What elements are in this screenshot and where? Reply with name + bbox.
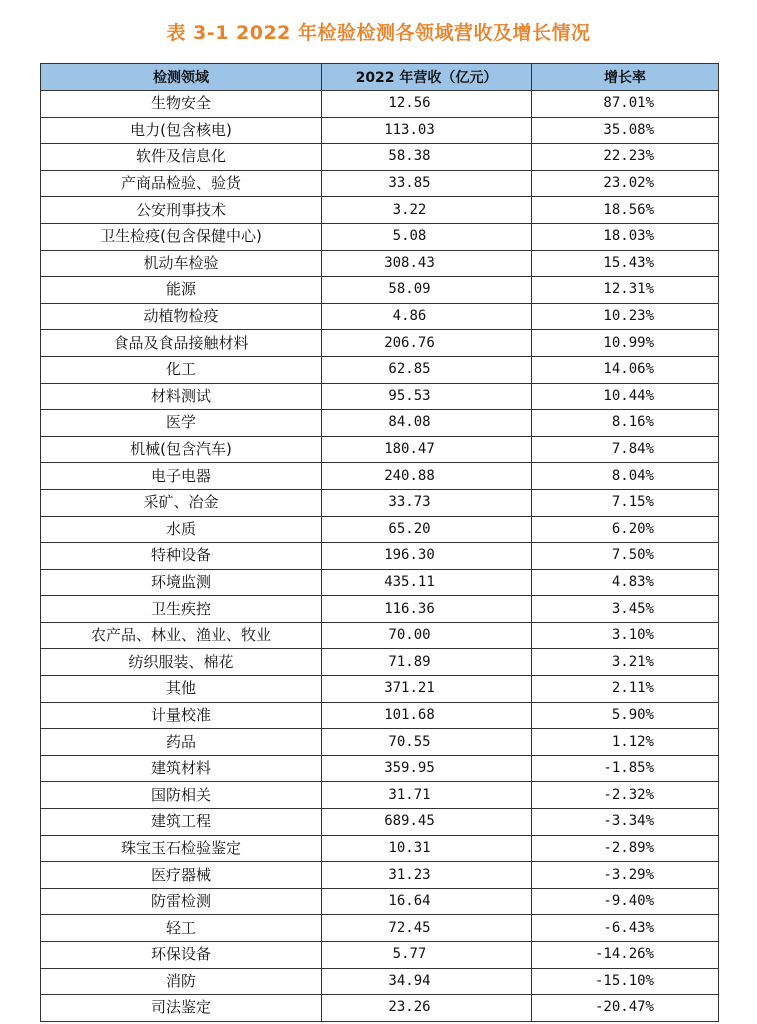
- cell-field: 采矿、冶金: [41, 489, 322, 516]
- cell-revenue: 70.55: [322, 729, 532, 756]
- table-row: [41, 835, 719, 862]
- cell-field: 软件及信息化: [41, 144, 322, 171]
- cell-revenue: 58.09: [322, 277, 532, 304]
- cell-growth: 8.16%: [532, 410, 719, 437]
- table-row: [41, 197, 719, 224]
- table-row: [41, 463, 719, 490]
- cell-field: 材料测试: [41, 383, 322, 410]
- cell-growth: 8.04%: [532, 463, 719, 490]
- cell-growth: 18.03%: [532, 223, 719, 250]
- cell-growth: -3.29%: [532, 862, 719, 889]
- cell-growth: 7.84%: [532, 436, 719, 463]
- table-row: [41, 995, 719, 1022]
- cell-revenue: 5.08: [322, 223, 532, 250]
- cell-revenue: 116.36: [322, 596, 532, 623]
- cell-field: 建筑材料: [41, 755, 322, 782]
- cell-revenue: 359.95: [322, 755, 532, 782]
- cell-revenue: 33.85: [322, 170, 532, 197]
- table-row: [41, 489, 719, 516]
- table-row: [41, 622, 719, 649]
- cell-field: 环保设备: [41, 942, 322, 969]
- header-field: 检测领域: [41, 64, 322, 91]
- cell-revenue: 206.76: [322, 330, 532, 357]
- cell-field: 防雷检测: [41, 888, 322, 915]
- table-row: [41, 516, 719, 543]
- cell-revenue: 16.64: [322, 888, 532, 915]
- cell-revenue: 12.56: [322, 91, 532, 118]
- table-row: [41, 729, 719, 756]
- table-row: [41, 543, 719, 570]
- cell-field: 农产品、林业、渔业、牧业: [41, 622, 322, 649]
- table-row: [41, 250, 719, 277]
- cell-revenue: 4.86: [322, 303, 532, 330]
- cell-field: 生物安全: [41, 91, 322, 118]
- cell-growth: -2.89%: [532, 835, 719, 862]
- cell-growth: -15.10%: [532, 968, 719, 995]
- cell-growth: 7.50%: [532, 543, 719, 570]
- cell-field: 医疗器械: [41, 862, 322, 889]
- cell-revenue: 84.08: [322, 410, 532, 437]
- table-row: [41, 383, 719, 410]
- cell-field: 电子电器: [41, 463, 322, 490]
- table-row: [41, 170, 719, 197]
- cell-growth: -1.85%: [532, 755, 719, 782]
- cell-revenue: 689.45: [322, 809, 532, 836]
- cell-revenue: 308.43: [322, 250, 532, 277]
- table-row: [41, 942, 719, 969]
- cell-revenue: 435.11: [322, 569, 532, 596]
- cell-field: 轻工: [41, 915, 322, 942]
- table-header-row: [41, 64, 719, 91]
- table-row: [41, 702, 719, 729]
- cell-growth: 1.12%: [532, 729, 719, 756]
- header-revenue: 2022 年营收（亿元）: [322, 64, 532, 91]
- cell-revenue: 240.88: [322, 463, 532, 490]
- cell-field: 环境监测: [41, 569, 322, 596]
- cell-revenue: 34.94: [322, 968, 532, 995]
- cell-field: 水质: [41, 516, 322, 543]
- cell-field: 司法鉴定: [41, 995, 322, 1022]
- cell-field: 医学: [41, 410, 322, 437]
- cell-growth: 35.08%: [532, 117, 719, 144]
- table-body: [41, 91, 719, 1022]
- table-row: [41, 596, 719, 623]
- table-row: [41, 356, 719, 383]
- cell-growth: 10.23%: [532, 303, 719, 330]
- cell-growth: 87.01%: [532, 91, 719, 118]
- revenue-growth-table: [40, 63, 719, 1022]
- cell-growth: 7.15%: [532, 489, 719, 516]
- cell-field: 化工: [41, 356, 322, 383]
- cell-revenue: 58.38: [322, 144, 532, 171]
- cell-revenue: 31.23: [322, 862, 532, 889]
- table-row: [41, 676, 719, 703]
- cell-growth: -9.40%: [532, 888, 719, 915]
- table-row: [41, 223, 719, 250]
- table-row: [41, 410, 719, 437]
- cell-growth: 3.45%: [532, 596, 719, 623]
- cell-growth: 12.31%: [532, 277, 719, 304]
- cell-revenue: 23.26: [322, 995, 532, 1022]
- cell-field: 能源: [41, 277, 322, 304]
- cell-field: 纺织服装、棉花: [41, 649, 322, 676]
- cell-growth: -6.43%: [532, 915, 719, 942]
- cell-revenue: 71.89: [322, 649, 532, 676]
- header-growth: 增长率: [532, 64, 719, 91]
- table-row: [41, 888, 719, 915]
- table-row: [41, 436, 719, 463]
- cell-field: 国防相关: [41, 782, 322, 809]
- cell-field: 特种设备: [41, 543, 322, 570]
- cell-field: 公安刑事技术: [41, 197, 322, 224]
- cell-growth: 10.99%: [532, 330, 719, 357]
- cell-growth: 4.83%: [532, 569, 719, 596]
- table-title: 表 3-1 2022 年检验检测各领域营收及增长情况: [166, 22, 591, 44]
- cell-revenue: 3.22: [322, 197, 532, 224]
- cell-revenue: 371.21: [322, 676, 532, 703]
- table-row: [41, 277, 719, 304]
- cell-revenue: 196.30: [322, 543, 532, 570]
- cell-revenue: 5.77: [322, 942, 532, 969]
- cell-field: 电力(包含核电): [41, 117, 322, 144]
- cell-field: 食品及食品接触材料: [41, 330, 322, 357]
- cell-field: 消防: [41, 968, 322, 995]
- cell-field: 机动车检验: [41, 250, 322, 277]
- cell-growth: 3.10%: [532, 622, 719, 649]
- cell-field: 建筑工程: [41, 809, 322, 836]
- cell-growth: 6.20%: [532, 516, 719, 543]
- table-row: [41, 144, 719, 171]
- cell-field: 卫生疾控: [41, 596, 322, 623]
- cell-growth: 5.90%: [532, 702, 719, 729]
- cell-growth: 10.44%: [532, 383, 719, 410]
- cell-revenue: 10.31: [322, 835, 532, 862]
- cell-growth: -14.26%: [532, 942, 719, 969]
- cell-revenue: 70.00: [322, 622, 532, 649]
- table-row: [41, 968, 719, 995]
- cell-field: 机械(包含汽车): [41, 436, 322, 463]
- cell-field: 卫生检疫(包含保健中心): [41, 223, 322, 250]
- cell-field: 产商品检验、验货: [41, 170, 322, 197]
- cell-field: 动植物检疫: [41, 303, 322, 330]
- cell-field: 其他: [41, 676, 322, 703]
- table-row: [41, 649, 719, 676]
- cell-revenue: 62.85: [322, 356, 532, 383]
- cell-growth: -3.34%: [532, 809, 719, 836]
- cell-revenue: 72.45: [322, 915, 532, 942]
- cell-growth: 3.21%: [532, 649, 719, 676]
- table-row: [41, 809, 719, 836]
- cell-revenue: 31.71: [322, 782, 532, 809]
- cell-field: 珠宝玉石检验鉴定: [41, 835, 322, 862]
- table-row: [41, 330, 719, 357]
- table-row: [41, 915, 719, 942]
- table-row: [41, 862, 719, 889]
- cell-growth: 18.56%: [532, 197, 719, 224]
- cell-growth: 23.02%: [532, 170, 719, 197]
- table-row: [41, 91, 719, 118]
- cell-growth: 2.11%: [532, 676, 719, 703]
- cell-revenue: 95.53: [322, 383, 532, 410]
- table-row: [41, 755, 719, 782]
- cell-growth: 15.43%: [532, 250, 719, 277]
- table-row: [41, 782, 719, 809]
- cell-growth: 14.06%: [532, 356, 719, 383]
- cell-growth: -20.47%: [532, 995, 719, 1022]
- table-row: [41, 569, 719, 596]
- cell-growth: 22.23%: [532, 144, 719, 171]
- cell-field: 药品: [41, 729, 322, 756]
- cell-revenue: 65.20: [322, 516, 532, 543]
- table-row: [41, 303, 719, 330]
- cell-revenue: 180.47: [322, 436, 532, 463]
- cell-revenue: 33.73: [322, 489, 532, 516]
- cell-revenue: 101.68: [322, 702, 532, 729]
- cell-field: 计量校准: [41, 702, 322, 729]
- cell-revenue: 113.03: [322, 117, 532, 144]
- cell-growth: -2.32%: [532, 782, 719, 809]
- table-row: [41, 117, 719, 144]
